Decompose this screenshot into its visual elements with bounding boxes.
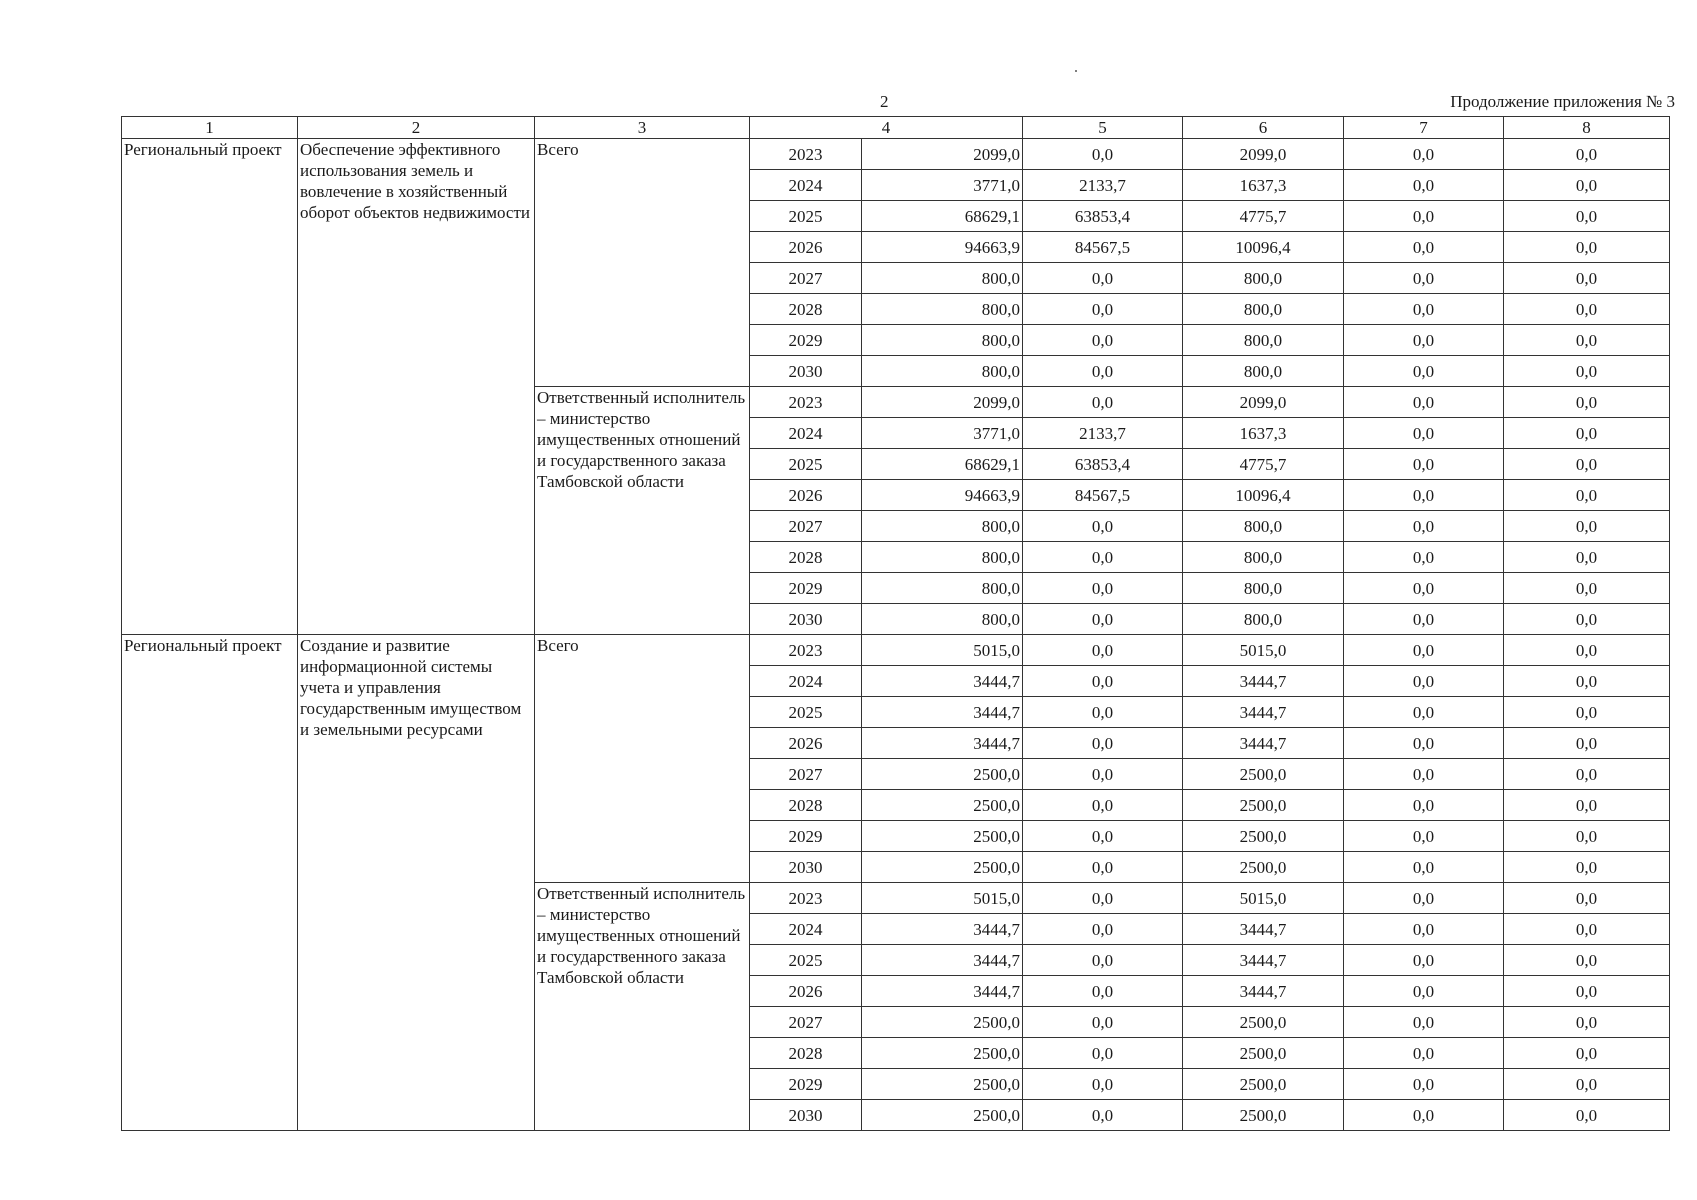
column-7-cell: 0,0 <box>1344 1007 1504 1038</box>
column-7-cell: 0,0 <box>1344 821 1504 852</box>
column-7-cell: 0,0 <box>1344 387 1504 418</box>
column-5-cell: 63853,4 <box>1023 201 1183 232</box>
column-6-cell: 800,0 <box>1183 542 1344 573</box>
column-7-cell: 0,0 <box>1344 728 1504 759</box>
column-5-cell: 0,0 <box>1023 542 1183 573</box>
year-cell: 2030 <box>750 356 862 387</box>
column-5-cell: 0,0 <box>1023 604 1183 635</box>
column-7-cell: 0,0 <box>1344 666 1504 697</box>
column-6-cell: 800,0 <box>1183 573 1344 604</box>
year-cell: 2027 <box>750 263 862 294</box>
total-cell: 800,0 <box>862 542 1023 573</box>
total-cell: 94663,9 <box>862 232 1023 263</box>
column-8-cell: 0,0 <box>1504 945 1670 976</box>
column-8-cell: 0,0 <box>1504 139 1670 170</box>
year-cell: 2024 <box>750 666 862 697</box>
column-7-cell: 0,0 <box>1344 201 1504 232</box>
total-cell: 800,0 <box>862 511 1023 542</box>
total-cell: 2500,0 <box>862 821 1023 852</box>
column-8-cell: 0,0 <box>1504 728 1670 759</box>
column-7-cell: 0,0 <box>1344 542 1504 573</box>
column-6-cell: 800,0 <box>1183 604 1344 635</box>
scan-dot-mark <box>1075 70 1077 72</box>
year-cell: 2024 <box>750 914 862 945</box>
column-8-cell: 0,0 <box>1504 883 1670 914</box>
total-cell: 68629,1 <box>862 449 1023 480</box>
column-7-cell: 0,0 <box>1344 914 1504 945</box>
year-cell: 2023 <box>750 883 862 914</box>
column-6-cell: 2099,0 <box>1183 139 1344 170</box>
continuation-label: Продолжение приложения № 3 <box>1450 92 1675 111</box>
column-8-cell: 0,0 <box>1504 170 1670 201</box>
measure-name-cell: Обеспечение эффективного использования земель и вовлечение в хозяйственный оборот объектов недвижимости <box>298 139 535 635</box>
column-5-cell: 0,0 <box>1023 883 1183 914</box>
column-7-cell: 0,0 <box>1344 759 1504 790</box>
column-8-cell: 0,0 <box>1504 697 1670 728</box>
column-8-cell: 0,0 <box>1504 480 1670 511</box>
column-5-cell: 0,0 <box>1023 728 1183 759</box>
column-8-cell: 0,0 <box>1504 573 1670 604</box>
column-5-cell: 0,0 <box>1023 945 1183 976</box>
page-number: 2 <box>880 92 889 111</box>
total-cell: 3444,7 <box>862 914 1023 945</box>
total-cell: 800,0 <box>862 604 1023 635</box>
column-5-cell: 0,0 <box>1023 759 1183 790</box>
measure-type-cell: Региональный проект <box>122 139 298 635</box>
column-7-cell: 0,0 <box>1344 604 1504 635</box>
column-7-cell: 0,0 <box>1344 356 1504 387</box>
column-7-cell: 0,0 <box>1344 511 1504 542</box>
year-cell: 2023 <box>750 139 862 170</box>
total-cell: 3444,7 <box>862 728 1023 759</box>
year-cell: 2029 <box>750 573 862 604</box>
column-6-cell: 1637,3 <box>1183 418 1344 449</box>
column-8-cell: 0,0 <box>1504 1100 1670 1131</box>
column-6-cell: 3444,7 <box>1183 976 1344 1007</box>
column-8-cell: 0,0 <box>1504 821 1670 852</box>
column-5-cell: 0,0 <box>1023 976 1183 1007</box>
column-8-cell: 0,0 <box>1504 542 1670 573</box>
column-6-cell: 2500,0 <box>1183 1069 1344 1100</box>
total-cell: 2500,0 <box>862 1007 1023 1038</box>
column-8-cell: 0,0 <box>1504 356 1670 387</box>
column-number-row <box>122 117 1670 139</box>
column-7-cell: 0,0 <box>1344 1100 1504 1131</box>
column-7-cell: 0,0 <box>1344 263 1504 294</box>
column-5-cell: 84567,5 <box>1023 480 1183 511</box>
column-7-cell: 0,0 <box>1344 697 1504 728</box>
year-cell: 2023 <box>750 387 862 418</box>
total-cell: 68629,1 <box>862 201 1023 232</box>
column-header-7: 7 <box>1344 117 1504 139</box>
column-6-cell: 2500,0 <box>1183 1007 1344 1038</box>
column-6-cell: 2500,0 <box>1183 1100 1344 1131</box>
total-cell: 2500,0 <box>862 759 1023 790</box>
column-5-cell: 0,0 <box>1023 294 1183 325</box>
total-cell: 3444,7 <box>862 976 1023 1007</box>
column-5-cell: 0,0 <box>1023 573 1183 604</box>
total-cell: 3771,0 <box>862 418 1023 449</box>
column-8-cell: 0,0 <box>1504 1038 1670 1069</box>
column-7-cell: 0,0 <box>1344 232 1504 263</box>
year-cell: 2030 <box>750 604 862 635</box>
column-7-cell: 0,0 <box>1344 139 1504 170</box>
column-8-cell: 0,0 <box>1504 635 1670 666</box>
column-6-cell: 3444,7 <box>1183 666 1344 697</box>
column-5-cell: 0,0 <box>1023 635 1183 666</box>
year-cell: 2028 <box>750 542 862 573</box>
column-7-cell: 0,0 <box>1344 170 1504 201</box>
column-5-cell: 0,0 <box>1023 511 1183 542</box>
column-7-cell: 0,0 <box>1344 418 1504 449</box>
total-cell: 2500,0 <box>862 790 1023 821</box>
column-header-1: 1 <box>122 117 298 139</box>
column-6-cell: 2500,0 <box>1183 1038 1344 1069</box>
column-8-cell: 0,0 <box>1504 666 1670 697</box>
year-cell: 2024 <box>750 418 862 449</box>
column-6-cell: 2500,0 <box>1183 852 1344 883</box>
year-cell: 2028 <box>750 294 862 325</box>
column-5-cell: 0,0 <box>1023 790 1183 821</box>
column-5-cell: 63853,4 <box>1023 449 1183 480</box>
column-7-cell: 0,0 <box>1344 449 1504 480</box>
total-cell: 2099,0 <box>862 139 1023 170</box>
total-cell: 800,0 <box>862 356 1023 387</box>
column-5-cell: 0,0 <box>1023 1007 1183 1038</box>
column-7-cell: 0,0 <box>1344 573 1504 604</box>
column-5-cell: 0,0 <box>1023 697 1183 728</box>
column-6-cell: 5015,0 <box>1183 635 1344 666</box>
column-header-3: 3 <box>535 117 750 139</box>
column-7-cell: 0,0 <box>1344 480 1504 511</box>
year-cell: 2029 <box>750 821 862 852</box>
year-cell: 2023 <box>750 635 862 666</box>
column-6-cell: 10096,4 <box>1183 480 1344 511</box>
column-5-cell: 0,0 <box>1023 1038 1183 1069</box>
column-6-cell: 2500,0 <box>1183 821 1344 852</box>
total-cell: 2500,0 <box>862 852 1023 883</box>
year-cell: 2028 <box>750 1038 862 1069</box>
column-8-cell: 0,0 <box>1504 759 1670 790</box>
column-header-6: 6 <box>1183 117 1344 139</box>
column-5-cell: 0,0 <box>1023 139 1183 170</box>
executor-cell: Ответственный исполнитель – министерство имущественных отношений и государственного заказа Тамбовской области <box>535 387 750 635</box>
column-6-cell: 800,0 <box>1183 356 1344 387</box>
column-7-cell: 0,0 <box>1344 1038 1504 1069</box>
column-8-cell: 0,0 <box>1504 232 1670 263</box>
total-cell: 3444,7 <box>862 666 1023 697</box>
column-8-cell: 0,0 <box>1504 914 1670 945</box>
total-cell: 800,0 <box>862 573 1023 604</box>
column-header-8: 8 <box>1504 117 1670 139</box>
year-cell: 2029 <box>750 325 862 356</box>
total-cell: 2500,0 <box>862 1038 1023 1069</box>
column-5-cell: 0,0 <box>1023 356 1183 387</box>
column-5-cell: 0,0 <box>1023 1069 1183 1100</box>
column-5-cell: 0,0 <box>1023 263 1183 294</box>
column-7-cell: 0,0 <box>1344 1069 1504 1100</box>
year-cell: 2026 <box>750 728 862 759</box>
column-8-cell: 0,0 <box>1504 263 1670 294</box>
year-cell: 2026 <box>750 232 862 263</box>
column-8-cell: 0,0 <box>1504 325 1670 356</box>
column-5-cell: 0,0 <box>1023 821 1183 852</box>
column-6-cell: 10096,4 <box>1183 232 1344 263</box>
measure-type-cell: Региональный проект <box>122 635 298 1131</box>
executor-cell: Всего <box>535 139 750 387</box>
column-8-cell: 0,0 <box>1504 1069 1670 1100</box>
column-6-cell: 800,0 <box>1183 263 1344 294</box>
total-cell: 2500,0 <box>862 1069 1023 1100</box>
column-6-cell: 3444,7 <box>1183 945 1344 976</box>
total-cell: 3771,0 <box>862 170 1023 201</box>
column-6-cell: 3444,7 <box>1183 697 1344 728</box>
column-header-2: 2 <box>298 117 535 139</box>
column-6-cell: 4775,7 <box>1183 449 1344 480</box>
year-cell: 2024 <box>750 170 862 201</box>
column-6-cell: 1637,3 <box>1183 170 1344 201</box>
total-cell: 5015,0 <box>862 883 1023 914</box>
column-7-cell: 0,0 <box>1344 635 1504 666</box>
total-cell: 800,0 <box>862 294 1023 325</box>
column-6-cell: 2500,0 <box>1183 759 1344 790</box>
year-cell: 2027 <box>750 1007 862 1038</box>
total-cell: 3444,7 <box>862 945 1023 976</box>
column-6-cell: 800,0 <box>1183 325 1344 356</box>
column-6-cell: 800,0 <box>1183 294 1344 325</box>
column-5-cell: 84567,5 <box>1023 232 1183 263</box>
column-8-cell: 0,0 <box>1504 790 1670 821</box>
column-6-cell: 4775,7 <box>1183 201 1344 232</box>
column-8-cell: 0,0 <box>1504 852 1670 883</box>
column-7-cell: 0,0 <box>1344 325 1504 356</box>
year-cell: 2025 <box>750 201 862 232</box>
year-cell: 2028 <box>750 790 862 821</box>
column-7-cell: 0,0 <box>1344 852 1504 883</box>
column-header-5: 5 <box>1023 117 1183 139</box>
column-5-cell: 0,0 <box>1023 666 1183 697</box>
column-5-cell: 0,0 <box>1023 387 1183 418</box>
column-6-cell: 5015,0 <box>1183 883 1344 914</box>
measure-name-cell: Создание и развитие информационной системы учета и управления государственным имуществом и земельными ресурсами <box>298 635 535 1131</box>
column-7-cell: 0,0 <box>1344 294 1504 325</box>
year-cell: 2029 <box>750 1069 862 1100</box>
column-7-cell: 0,0 <box>1344 976 1504 1007</box>
column-5-cell: 2133,7 <box>1023 170 1183 201</box>
year-cell: 2027 <box>750 759 862 790</box>
column-5-cell: 2133,7 <box>1023 418 1183 449</box>
total-cell: 2500,0 <box>862 1100 1023 1131</box>
financing-table <box>121 116 1670 1131</box>
year-cell: 2025 <box>750 697 862 728</box>
column-6-cell: 800,0 <box>1183 511 1344 542</box>
column-8-cell: 0,0 <box>1504 449 1670 480</box>
column-8-cell: 0,0 <box>1504 976 1670 1007</box>
year-cell: 2027 <box>750 511 862 542</box>
column-5-cell: 0,0 <box>1023 852 1183 883</box>
total-cell: 5015,0 <box>862 635 1023 666</box>
year-cell: 2030 <box>750 852 862 883</box>
total-cell: 2099,0 <box>862 387 1023 418</box>
column-5-cell: 0,0 <box>1023 1100 1183 1131</box>
year-cell: 2026 <box>750 976 862 1007</box>
column-6-cell: 2500,0 <box>1183 790 1344 821</box>
column-5-cell: 0,0 <box>1023 914 1183 945</box>
year-cell: 2025 <box>750 449 862 480</box>
total-cell: 94663,9 <box>862 480 1023 511</box>
column-8-cell: 0,0 <box>1504 201 1670 232</box>
total-cell: 800,0 <box>862 263 1023 294</box>
table-row <box>122 635 1670 666</box>
column-6-cell: 3444,7 <box>1183 728 1344 759</box>
column-6-cell: 2099,0 <box>1183 387 1344 418</box>
column-6-cell: 3444,7 <box>1183 914 1344 945</box>
column-8-cell: 0,0 <box>1504 511 1670 542</box>
executor-cell: Всего <box>535 635 750 883</box>
column-8-cell: 0,0 <box>1504 387 1670 418</box>
year-cell: 2026 <box>750 480 862 511</box>
column-7-cell: 0,0 <box>1344 883 1504 914</box>
column-7-cell: 0,0 <box>1344 790 1504 821</box>
total-cell: 3444,7 <box>862 697 1023 728</box>
column-header-4: 4 <box>750 117 1023 139</box>
year-cell: 2025 <box>750 945 862 976</box>
table-row <box>122 139 1670 170</box>
column-8-cell: 0,0 <box>1504 1007 1670 1038</box>
year-cell: 2030 <box>750 1100 862 1131</box>
column-8-cell: 0,0 <box>1504 604 1670 635</box>
column-7-cell: 0,0 <box>1344 945 1504 976</box>
column-8-cell: 0,0 <box>1504 294 1670 325</box>
column-5-cell: 0,0 <box>1023 325 1183 356</box>
column-8-cell: 0,0 <box>1504 418 1670 449</box>
executor-cell: Ответственный исполнитель – министерство имущественных отношений и государственного заказа Тамбовской области <box>535 883 750 1131</box>
total-cell: 800,0 <box>862 325 1023 356</box>
